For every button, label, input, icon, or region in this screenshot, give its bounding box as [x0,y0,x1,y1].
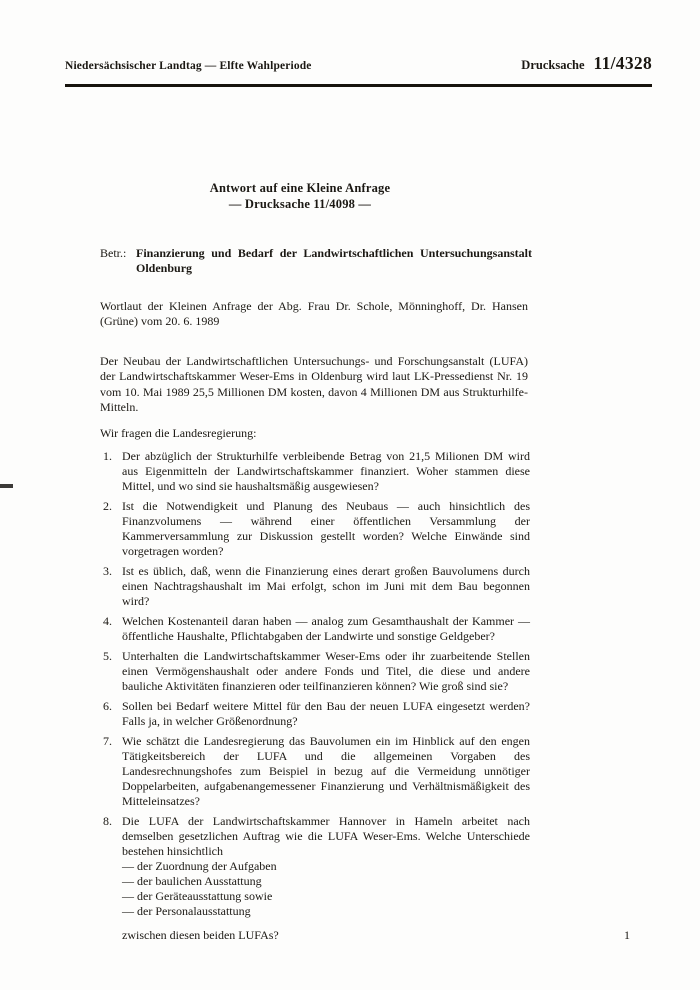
header-parliament-title: Niedersächsischer Landtag — Elfte Wahlperiode [65,60,312,72]
question-text: Sollen bei Bedarf weitere Mittel für den Bau der neuen LUFA eingesetzt werden? Falls ja, in welcher Größenordnung? [122,699,530,728]
question-item-3 [100,564,530,609]
page-number: 1 [624,928,630,942]
header-document-reference [521,53,652,74]
question-number: 8. [103,814,112,828]
question-item-2 [100,499,530,559]
question-text-column [122,814,530,919]
question-sub-item: — der Personalausstattung [122,904,251,918]
question-text: Ist die Notwendigkeit und Planung des Neubaus — auch hinsichtlich des Finanzvolumens — während einer öffentlichen Versammlung der Kammerversammlung zur Diskussion gestellt worden? Welche Einwände sind vorgetragen worden? [122,499,530,558]
question-number: 6. [103,699,112,713]
paragraph-wortlaut: Wortlaut der Kleinen Anfrage der Abg. Frau Dr. Schole, Mönninghoff, Dr. Hansen (Grüne) vom 20. 6. 1989 [100,299,528,329]
question-text: Der abzüglich der Strukturhilfe verbleibende Betrag von 21,5 Milionen DM wird aus Eigenmitteln der Landwirtschaftskammer finanziert. Woher stammen diese Mittel, und wo sind sie haushaltsmäßig ausgewiesen? [122,449,530,493]
drucksache-number: 11/4328 [593,53,652,73]
question-text: Wie schätzt die Landesregierung das Bauvolumen ein im Hinblick auf den engen Tätigkeitsbereich der LUFA und die allgemeinen Vorgaben des Landesrechnungshofes zum Beispiel in bezug auf die Vermeidung unnötiger Doppelarbeiten, aufgabenangemessener Finanzierung und Verhältnismäßigkeit des Mitteleinsatzes? [122,734,530,808]
drucksache-label: Drucksache [521,58,585,72]
question-number: 4. [103,614,112,628]
closing-row [100,928,630,943]
question-number: 2. [103,499,112,513]
fold-mark [0,484,13,488]
subject-label: Betr.: [100,246,127,260]
question-list [100,449,630,943]
question-text: Ist es üblich, daß, wenn die Finanzierung eines derart großen Bauvolumens durch einen Nachtragshaushalt im Mai erfolgt, schon im Juni mit dem Bau begonnen wird? [122,564,530,608]
page-header [65,53,652,74]
question-item-1 [100,449,530,494]
question-closing-text: zwischen diesen beiden LUFAs? [122,928,279,942]
question-sub-item: — der baulichen Ausstattung [122,874,262,888]
question-number: 5. [103,649,112,663]
question-item-6 [100,699,530,729]
question-sub-item: — der Zuordnung der Aufgaben [122,859,277,873]
question-text: Die LUFA der Landwirtschaftskammer Hannover in Hameln arbeitet nach demselben gesetzlichen Auftrag wie die LUFA Weser-Ems. Welche Unterschiede bestehen hinsichtlich [122,814,530,858]
question-item-4 [100,614,530,644]
subject-block [100,246,532,276]
question-sub-item: — der Geräteausstattung sowie [122,889,273,903]
subject-text: Finanzierung und Bedarf der Landwirtschaftlichen Untersuchungsanstalt Oldenburg [136,246,532,275]
title-line-1: Antwort auf eine Kleine Anfrage [209,181,391,195]
header-rule [65,84,652,87]
question-number: 3. [103,564,112,578]
title-line-2: — Drucksache 11/4098 — [228,197,372,211]
question-item-8 [100,814,530,919]
question-text: Welchen Kostenanteil daran haben — analog zum Gesamthaushalt der Kammer — öffentliche Haushalte, Pflichtabgaben der Landwirte und sonstige Geldgeber? [122,614,530,643]
question-text: Unterhalten die Landwirtschaftskammer Weser-Ems oder ihr zuarbeitende Stellen einen Vermögenshaushalt oder andere Fonds und Titel, die diese und andere bauliche Aktivitäten finanzieren oder teilfinanzieren können? Wie groß sind sie? [122,649,530,693]
question-item-5 [100,649,530,694]
document-title [100,180,500,212]
question-number: 7. [103,734,112,748]
paragraph-lead: Wir fragen die Landesregierung: [100,426,257,440]
question-number: 1. [103,449,112,463]
paragraph-intro: Der Neubau der Landwirtschaftlichen Untersuchungs- und Forschungsanstalt (LUFA) der Landwirtschaftskammer Weser-Ems in Oldenburg wird laut LK-Pressedienst Nr. 19 vom 10. Mai 1989 25,5 Millionen DM kosten, davon 4 Millionen DM aus Strukturhilfe-Mitteln. [100,354,528,414]
question-item-7 [100,734,530,809]
